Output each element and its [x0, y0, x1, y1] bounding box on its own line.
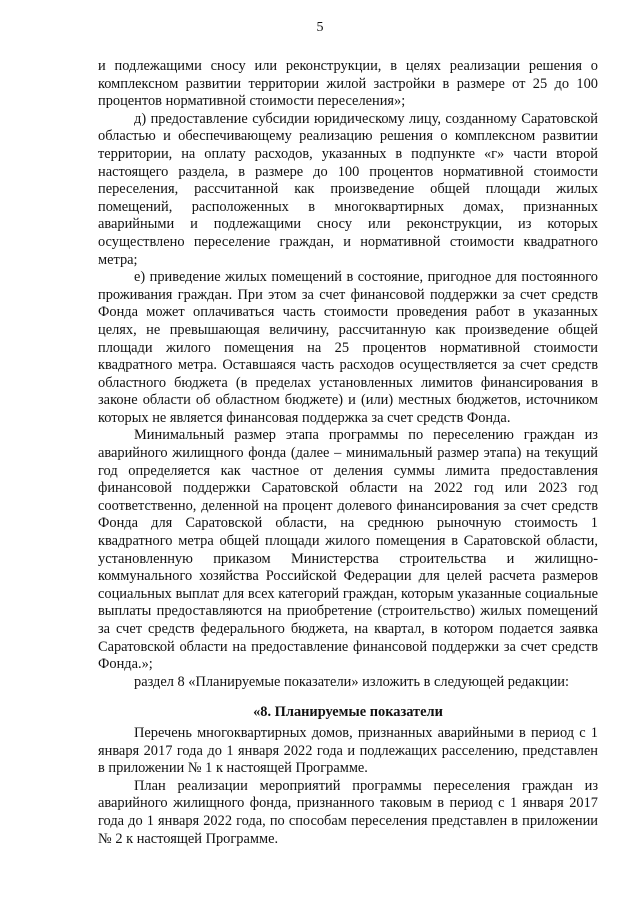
paragraph-minimum-stage-size: Минимальный размер этапа программы по переселению граждан из аварийного жилищного фонда (далее – минимальный размер этапа) на текущий год определяется как частное от деления суммы лимита предоставления финансовой поддержки Саратовской области на 2022 год или 2023 год соответственно, деленной на процент долевого финансирования за счет средств Фонда для Саратовской области, на среднюю рыночную стоимость 1 квадратного метра общей площади жилого помещения в Саратовской области, установленную приказом Министерства строительства и жилищно-коммунального хозяйства Российской Федерации для целей расчета размеров социальных выплат для всех категорий граждан, которым указанные социальные выплаты предоставляются на приобретение (строительство) жилых помещений за счет средств федерального бюджета, на квартал, в котором подается заявка Саратовской области на предоставление финансовой поддержки за счет средств Фонда.»; — [98, 427, 598, 673]
document-body — [98, 58, 598, 848]
paragraph-item-e: е) приведение жилых помещений в состояние, пригодное для постоянного проживания граждан. При этом за счет финансовой поддержки за счет средств Фонда может оплачиваться часть стоимости проведения работ в указанных целях, не превышающая величину, рассчитанную как произведение общей площади жилого помещения на 25 процентов нормативной стоимости квадратного метра. Оставшаяся часть расходов осуществляется за счет средств областного бюджета (в пределах установленных лимитов финансирования в законе области об областном бюджете) и (или) местных бюджетов, источником которых не является финансовая поддержка за счет средств Фонда. — [98, 269, 598, 426]
page-number: 5 — [316, 20, 324, 35]
paragraph-item-d: д) предоставление субсидии юридическому лицу, созданному Саратовской областью и обеспечивающему реализацию решения о комплексном развитии территории, на оплату расходов, указанных в подпункте «г» части второй настоящего раздела, в размере до 100 процентов нормативной стоимости переселения, рассчитанной как произведение общей площади жилых помещений, расположенных в многоквартирных домах, признанных аварийными и подлежащими сносу или реконструкции, из которых осуществлено переселение граждан, и нормативной стоимости квадратного метра; — [98, 110, 598, 268]
paragraph-house-list: Перечень многоквартирных домов, признанных аварийными в период с 1 января 2017 года до 1 января 2022 года и подлежащих расселению, представлен в приложении № 1 к настоящей Программе. — [98, 724, 598, 777]
paragraph-section-8-intro: раздел 8 «Планируемые показатели» изложить в следующей редакции: — [134, 673, 569, 690]
paragraph-implementation-plan: План реализации мероприятий программы переселения граждан из аварийного жилищного фонда, признанного таковым в период с 1 января 2017 года до 1 января 2022 года, по способам переселения представлен в приложении № 2 к настоящей Программе. — [98, 777, 598, 847]
section-heading: «8. Планируемые показатели — [253, 704, 443, 721]
paragraph-continuation: и подлежащими сносу или реконструкции, в целях реализации решения о комплексном развитии территории жилой застройки в размере от 25 до 100 процентов нормативной стоимости переселения»; — [98, 58, 598, 110]
